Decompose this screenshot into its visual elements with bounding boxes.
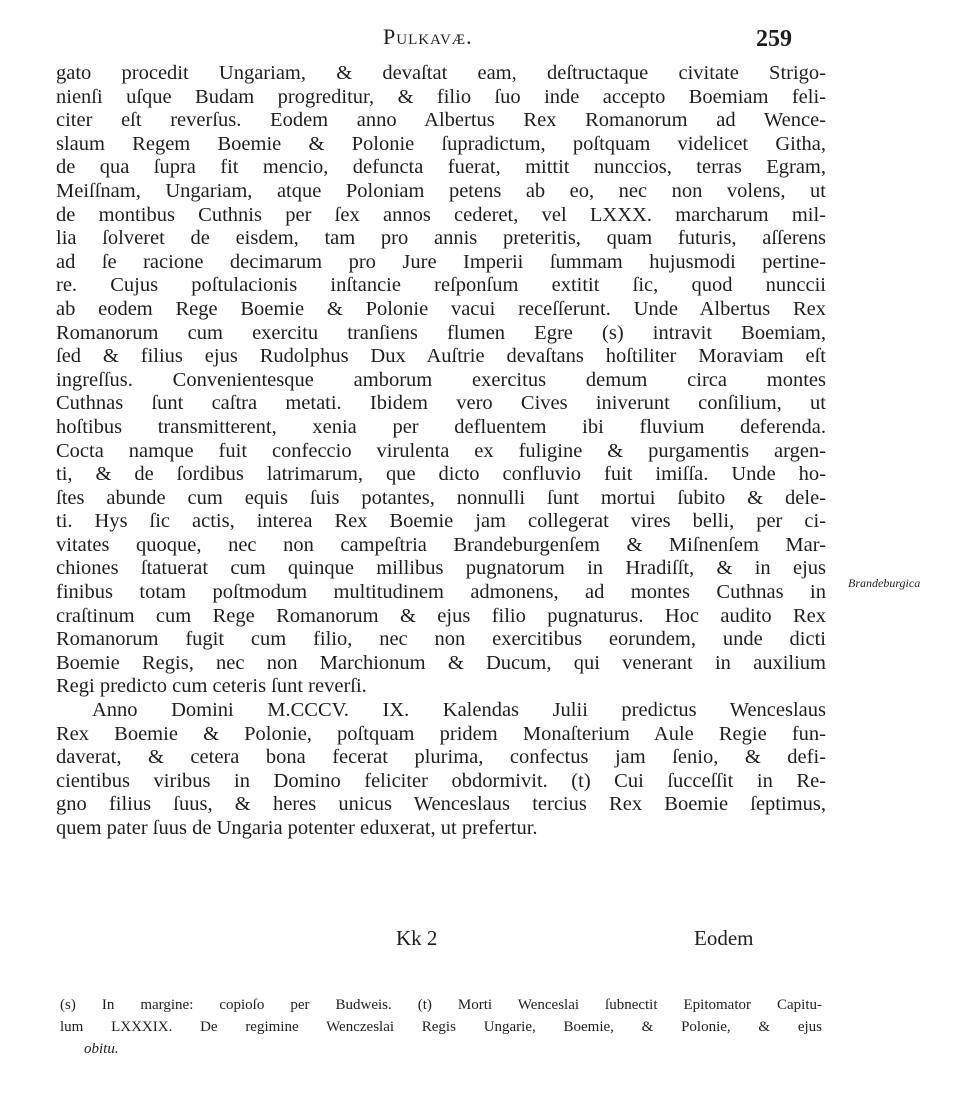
text-line: Romanorum fugit cum filio, nec non exercitibus eorundem, unde dicti [56,628,826,651]
text-line: quem pater ſuus de Ungaria potenter eduxerat, ut prefertur. [56,817,538,839]
margin-note: Brandeburgica [848,576,921,590]
text-line: Meiſſnam, Ungariam, atque Poloniam petens ab eo, nec non volens, ut [56,179,826,202]
text-line: ſed & filius ejus Rudolphus Dux Auſtrie devaſtans hoſtiliter Moraviam eſt [56,345,826,368]
text-line: daverat, & cetera bona fecerat plurima, confectus jam ſenio, & defi- [56,746,826,769]
text-line: ingreſſus. Convenientesque amborum exercitus demum circa montes [56,368,826,391]
text-line: Rex Boemie & Polonie, poſtquam pridem Monaſterium Aule Regie fun- [56,722,826,745]
text-line: chiones ſtatuerat cum quinque millibus pugnatorum in Hradiſſt, & in ejus [56,557,826,580]
text-line: ti. Hys ſic actis, interea Rex Boemie jam collegerat vires belli, per ci- [56,510,826,533]
text-line: gno filius ſuus, & heres unicus Wenceslaus tercius Rex Boemie ſeptimus, [56,793,826,816]
text-line: ab eodem Rege Boemie & Polonie vacui receſſerunt. Unde Albertus Rex [56,297,826,320]
footnote-line: (s) In margine: copioſo per Budweis. (t) Morti Wenceslai ſubnectit Epitomator Capitu- [60,997,822,1013]
text-line: de montibus Cuthnis per ſex annos cederet, vel LXXX. marcharum mil- [56,203,826,226]
text-line: Romanorum cum exercitu tranſiens flumen Egre (s) intravit Boemiam, [56,321,826,344]
text-line: lia ſolveret de eisdem, tam pro annis preteritis, quam futuris, aſſerens [56,227,826,250]
catchword: Eodem [694,926,754,950]
signature-mark: Kk 2 [396,926,438,950]
text-line: gato procedit Ungariam, & devaſtat eam, deſtructaque civitate Strigo- [56,62,826,84]
page-number: 259 [756,26,792,52]
text-line: citer eſt reverſus. Eodem anno Albertus Rex Romanorum ad Wence- [56,109,826,132]
text-line: ti, & de ſordibus latrimarum, que dicto confluvio fuit imiſſa. Unde ho- [56,463,826,486]
text-line: Boemie Regis, nec non Marchionum & Ducum, qui venerant in auxilium [56,651,826,674]
text-line: slaum Regem Boemie & Polonie ſupradictum, poſtquam videlicet Githa, [56,132,826,155]
text-line: hoſtibus transmitterent, xenia per defluentem ibi fluvium deferenda. [56,415,826,438]
text-line: vitates quoque, nec non campeſtria Brandeburgenſem & Miſnenſem Mar- [56,533,826,556]
text-line: Regi predicto cum ceteris ſunt reverſi. [56,675,367,698]
text-line: finibus totam poſtmodum multitudinem admonens, ad montes Cuthnas in [56,581,826,604]
text-line: craſtinum cum Rege Romanorum & ejus filio pugnaturus. Hoc audito Rex [56,604,826,627]
text-line: de qua ſupra fit mencio, defuncta fuerat, mittit nunccios, terras Egram, [56,156,826,179]
footnote-line: obitu. [84,1041,119,1057]
text-line: Cocta namque fuit confeccio virulenta ex fuligine & purgamentis argen- [56,439,826,462]
main-text-block [56,62,826,841]
text-line: Anno Domini M.CCCV. IX. Kalendas Julii predictus Wenceslaus [92,699,826,722]
footnotes [60,994,822,1060]
text-line: nienſi uſque Budam progreditur, & filio ſuo inde accepto Boemiam feli- [56,85,826,108]
text-line: cientibus viribus in Domino feliciter obdormivit. (t) Cui ſucceſſit in Re- [56,769,826,792]
footnote-line: lum LXXXIX. De regimine Wenczeslai Regis Ungarie, Boemie, & Polonie, & ejus [60,1019,822,1035]
running-head: Pulkavæ. [383,24,473,49]
text-line: ad ſe racione decimarum pro Jure Imperii ſummam hujusmodi pertine- [56,250,826,273]
catchline [0,926,960,954]
text-line: ſtes abunde cum equis ſuis potantes, nonnulli ſunt mortui ſubito & dele- [56,486,826,509]
text-line: re. Cujus poſtulacionis inſtancie reſponſum extitit ſic, quod nunccii [56,274,826,297]
text-line: Cuthnas ſunt caſtra metati. Ibidem vero Cives iniverunt conſilium, ut [56,392,826,415]
page-header [0,22,960,62]
